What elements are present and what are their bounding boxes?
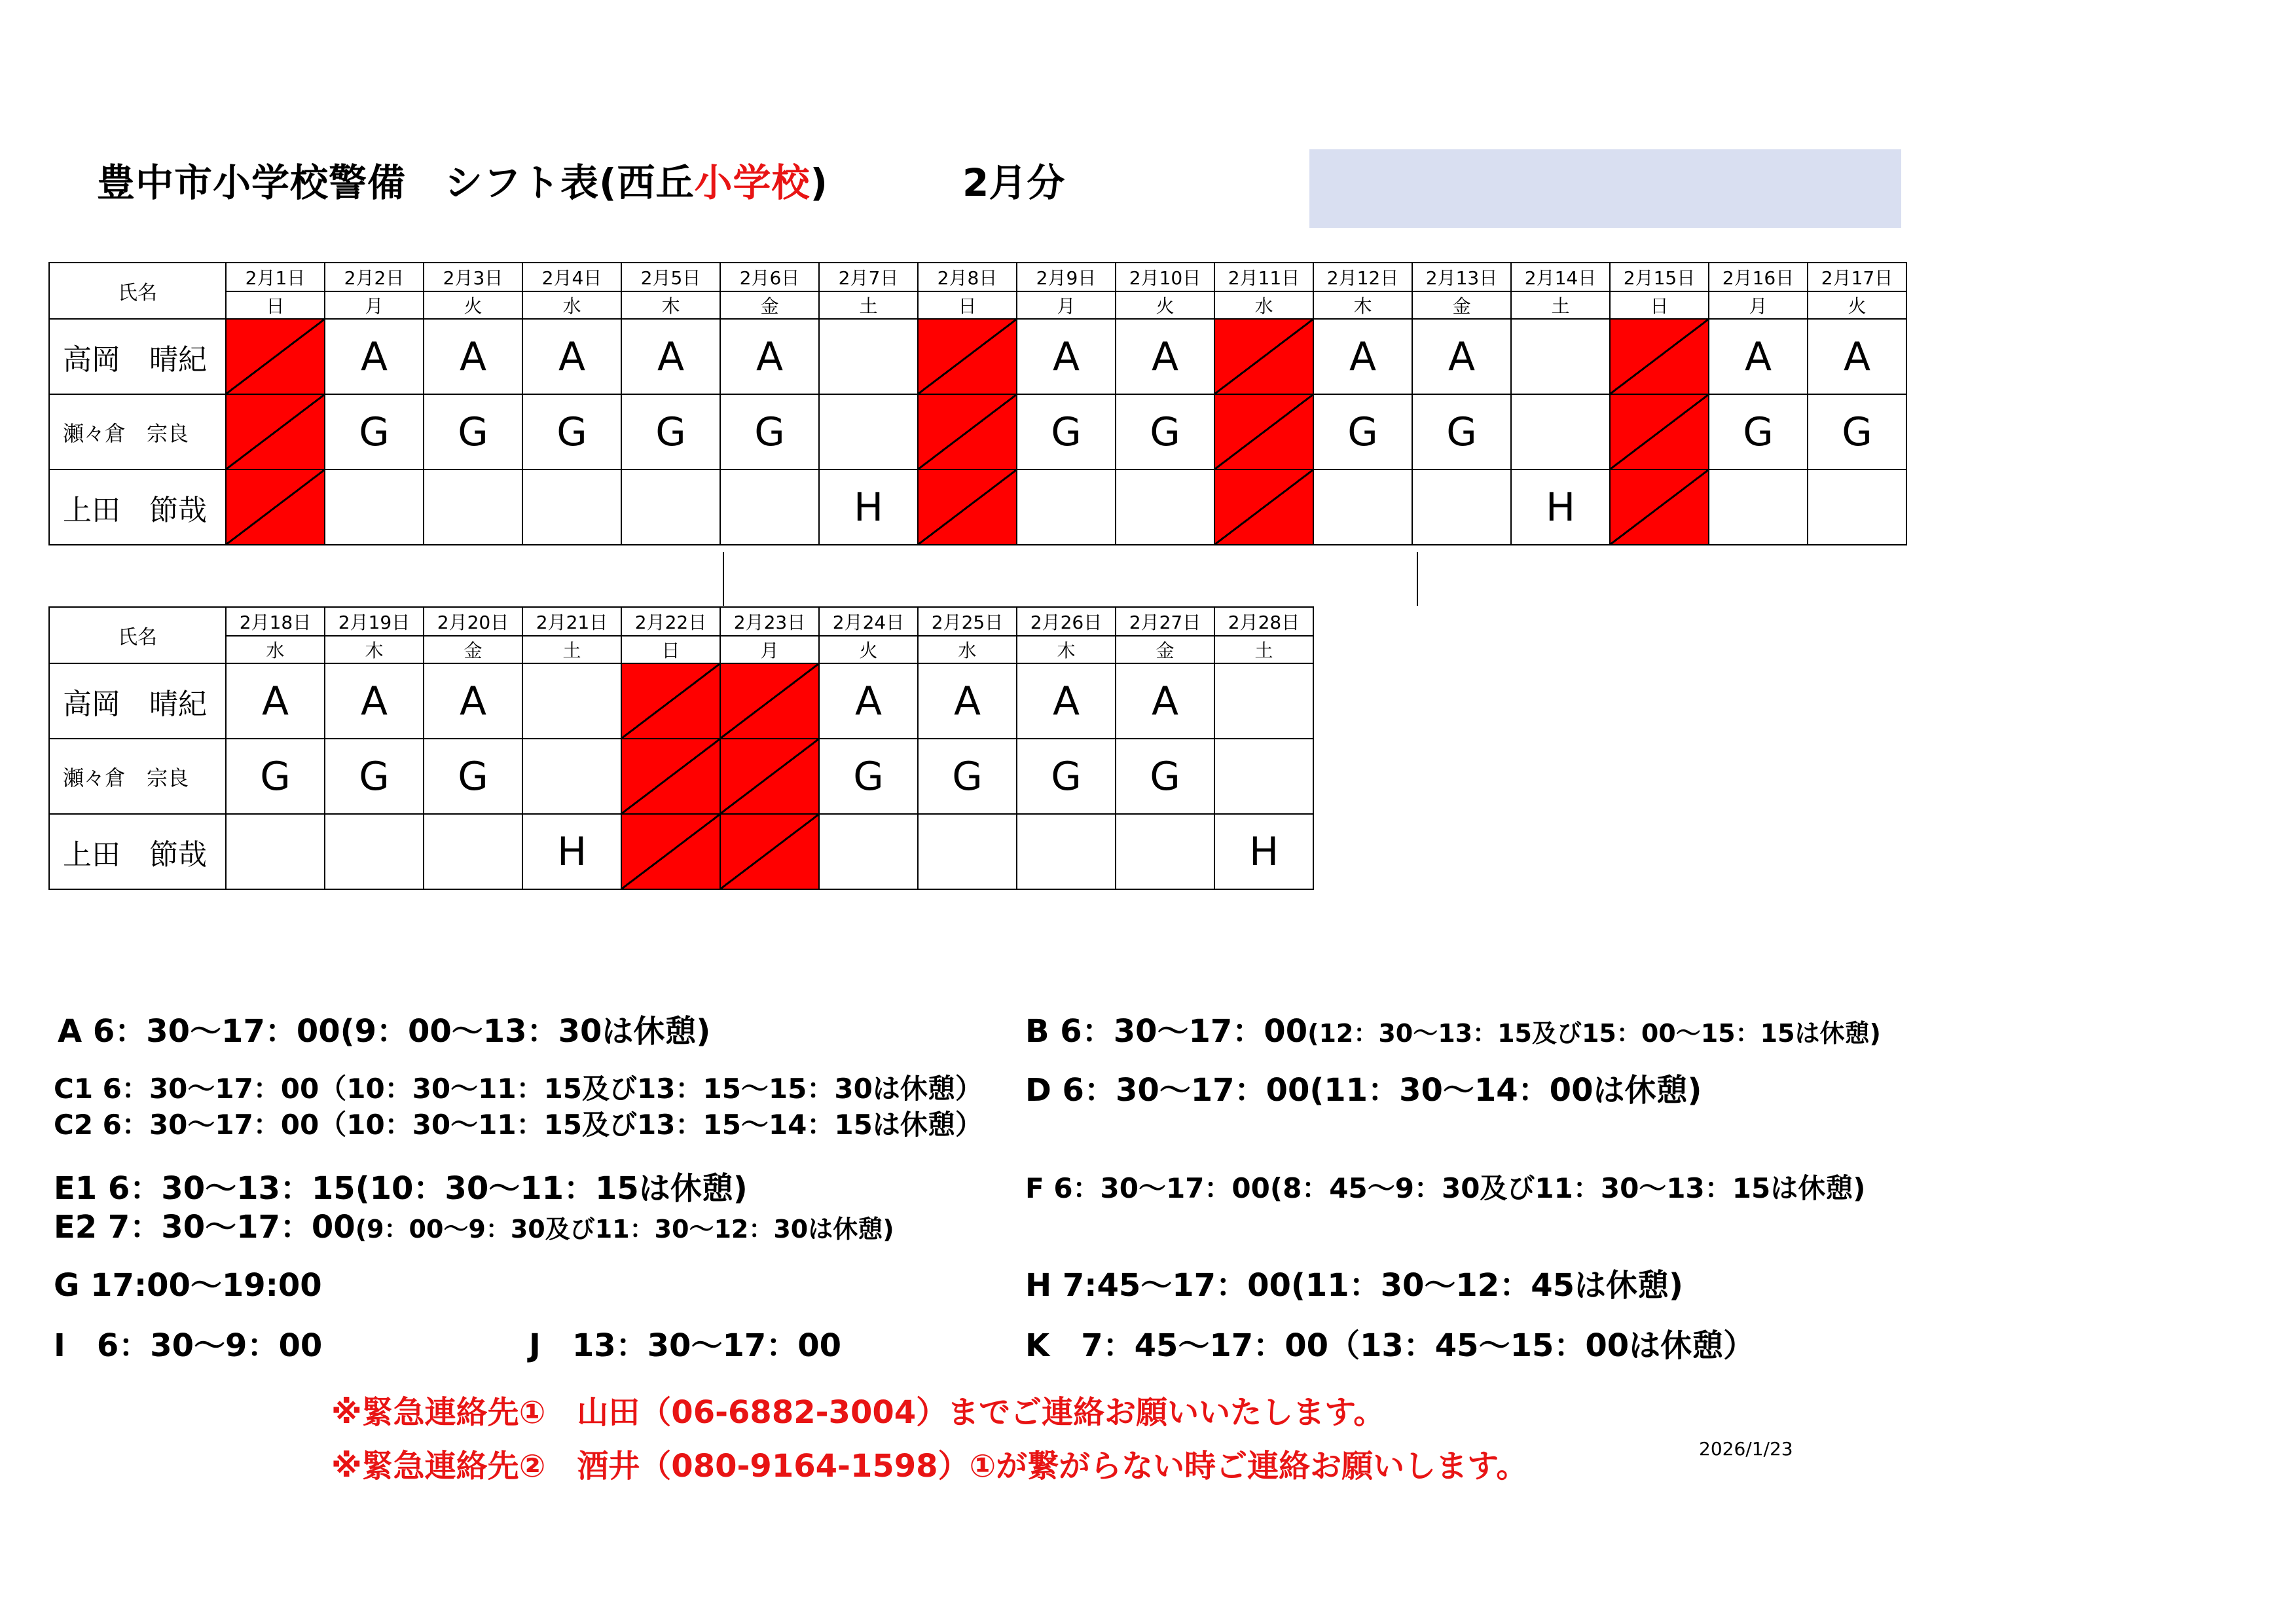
shift-cell [819, 319, 918, 394]
day-off-cell [1610, 319, 1709, 394]
shift-cell [1017, 814, 1116, 889]
date-header: 2月2日 [325, 263, 424, 291]
legend-E2: E2 7：30～17：00(9：00～9：30及び11：30～12：30は休憩) [54, 1209, 894, 1246]
shift-cell: A [918, 663, 1017, 739]
weekday-header: 土 [1214, 636, 1313, 663]
shift-cell: G [226, 739, 325, 814]
legend-H: H 7:45～17：00(11：30～12：45は休憩) [1025, 1267, 1683, 1304]
weekday-header: 月 [1709, 291, 1808, 319]
shift-cell: A [1709, 319, 1808, 394]
header-blank-box [1309, 149, 1901, 228]
date-header: 2月10日 [1116, 263, 1214, 291]
day-off-cell [1610, 470, 1709, 545]
divider-line [723, 552, 724, 606]
shift-cell: A [424, 319, 522, 394]
shift-cell: G [720, 394, 819, 470]
legend-C2: C2 6：30～17：00（10：30～11：15及び13：15～14：15は休憩） [54, 1109, 983, 1141]
date-header: 2月24日 [819, 607, 918, 636]
date-header: 2月7日 [819, 263, 918, 291]
date-header: 2月4日 [522, 263, 621, 291]
shift-cell: A [1116, 663, 1214, 739]
shift-cell [819, 814, 918, 889]
legend-G: G 17:00～19:00 [54, 1267, 322, 1304]
date-header: 2月26日 [1017, 607, 1116, 636]
shift-cell [1116, 814, 1214, 889]
date-header: 2月14日 [1511, 263, 1610, 291]
shift-cell: A [1017, 319, 1116, 394]
shift-cell: A [1808, 319, 1906, 394]
date-header: 2月28日 [1214, 607, 1313, 636]
shift-table-second-half [48, 606, 1314, 890]
date-header: 2月23日 [720, 607, 819, 636]
legend-E1: E1 6：30～13：15(10：30～11：15は休憩) [54, 1170, 748, 1207]
shift-cell: A [1412, 319, 1511, 394]
shift-cell [1214, 663, 1313, 739]
shift-cell [1412, 470, 1511, 545]
day-off-cell [720, 739, 819, 814]
shift-cell [1214, 739, 1313, 814]
table-row [49, 739, 1313, 814]
month-label: 2月分 [962, 160, 1065, 205]
shift-cell: A [226, 663, 325, 739]
shift-cell: H [819, 470, 918, 545]
weekday-header: 土 [1511, 291, 1610, 319]
shift-cell [325, 814, 424, 889]
name-column-header: 氏名 [49, 607, 226, 663]
weekday-header: 金 [720, 291, 819, 319]
shift-cell [720, 470, 819, 545]
shift-cell: G [1313, 394, 1412, 470]
staff-name: 瀬々倉 宗良 [49, 394, 226, 470]
day-off-cell [720, 814, 819, 889]
date-header: 2月22日 [621, 607, 720, 636]
shift-cell: G [1116, 394, 1214, 470]
weekday-header: 火 [424, 291, 522, 319]
weekday-header: 木 [1313, 291, 1412, 319]
day-off-cell [720, 663, 819, 739]
shift-cell [522, 470, 621, 545]
staff-name: 上田 節哉 [49, 814, 226, 889]
date-header: 2月5日 [621, 263, 720, 291]
weekday-header: 日 [1610, 291, 1709, 319]
shift-cell: G [1412, 394, 1511, 470]
shift-cell: G [325, 394, 424, 470]
emergency-contact-2: ※緊急連絡先② 酒井（080-9164-1598）①が繋がらない時ご連絡お願いします。 [331, 1448, 1528, 1485]
day-off-cell [918, 470, 1017, 545]
title-school-highlight: 小学校 [694, 160, 811, 205]
shift-cell: H [1511, 470, 1610, 545]
weekday-header: 日 [621, 636, 720, 663]
date-header: 2月21日 [522, 607, 621, 636]
shift-cell: A [819, 663, 918, 739]
shift-cell [226, 814, 325, 889]
shift-cell [522, 663, 621, 739]
shift-table-first-half [48, 262, 1907, 545]
shift-cell: G [325, 739, 424, 814]
date-header: 2月13日 [1412, 263, 1511, 291]
table-row [49, 319, 1906, 394]
day-off-cell [1214, 394, 1313, 470]
weekday-header: 水 [918, 636, 1017, 663]
legend-B: B 6：30～17：00(12：30～13：15及び15：00～15：15は休憩) [1025, 1013, 1881, 1050]
day-off-cell [1214, 319, 1313, 394]
weekday-header: 土 [819, 291, 918, 319]
date-header: 2月18日 [226, 607, 325, 636]
name-column-header: 氏名 [49, 263, 226, 319]
day-off-cell [918, 394, 1017, 470]
shift-cell [918, 814, 1017, 889]
shift-cell: G [522, 394, 621, 470]
day-off-cell [621, 663, 720, 739]
weekday-header: 火 [819, 636, 918, 663]
date-header: 2月6日 [720, 263, 819, 291]
weekday-header: 月 [1017, 291, 1116, 319]
shift-cell: A [1116, 319, 1214, 394]
day-off-cell [1214, 470, 1313, 545]
date-header: 2月25日 [918, 607, 1017, 636]
shift-cell: A [621, 319, 720, 394]
legend-F: F 6：30～17：00(8：45～9：30及び11：30～13：15は休憩) [1025, 1172, 1866, 1204]
legend-J: J 13：30～17：00 [529, 1327, 842, 1364]
date-header: 2月16日 [1709, 263, 1808, 291]
legend-A: A 6：30～17：00(9：00～13：30は休憩) [58, 1013, 711, 1050]
shift-cell: G [1116, 739, 1214, 814]
day-off-cell [621, 739, 720, 814]
day-off-cell [226, 394, 325, 470]
weekday-header: 水 [522, 291, 621, 319]
shift-cell: A [1017, 663, 1116, 739]
table-row [49, 663, 1313, 739]
legend-K: K 7：45～17：00（13：45～15：00は休憩） [1025, 1327, 1755, 1364]
table-row [49, 470, 1906, 545]
shift-cell: A [325, 663, 424, 739]
table-row [49, 814, 1313, 889]
shift-cell: G [424, 394, 522, 470]
staff-name: 高岡 晴紀 [49, 319, 226, 394]
date-header: 2月17日 [1808, 263, 1906, 291]
shift-cell [1511, 319, 1610, 394]
date-header: 2月11日 [1214, 263, 1313, 291]
shift-cell: A [325, 319, 424, 394]
date-header: 2月27日 [1116, 607, 1214, 636]
table-row [49, 394, 1906, 470]
date-header: 2月8日 [918, 263, 1017, 291]
shift-cell [424, 470, 522, 545]
emergency-contact-1: ※緊急連絡先① 山田（06-6882-3004）までご連絡お願いいたします。 [331, 1394, 1385, 1431]
shift-cell: H [1214, 814, 1313, 889]
weekday-header: 金 [1412, 291, 1511, 319]
staff-name: 上田 節哉 [49, 470, 226, 545]
shift-cell: G [1808, 394, 1906, 470]
date-header: 2月1日 [226, 263, 325, 291]
date-header: 2月19日 [325, 607, 424, 636]
date-header: 2月20日 [424, 607, 522, 636]
shift-cell: A [720, 319, 819, 394]
weekday-header: 日 [226, 291, 325, 319]
shift-cell [819, 394, 918, 470]
divider-line [1417, 552, 1418, 606]
shift-cell: A [424, 663, 522, 739]
weekday-header: 金 [424, 636, 522, 663]
legend-C1: C1 6：30～17：00（10：30～11：15及び13：15～15：30は休憩） [54, 1073, 983, 1105]
shift-cell: G [621, 394, 720, 470]
weekday-header: 木 [325, 636, 424, 663]
date-header: 2月15日 [1610, 263, 1709, 291]
shift-cell: A [1313, 319, 1412, 394]
staff-name: 瀬々倉 宗良 [49, 739, 226, 814]
date-stamp: 2026/1/23 [1699, 1438, 1793, 1460]
shift-cell: G [1017, 739, 1116, 814]
weekday-header: 木 [621, 291, 720, 319]
day-off-cell [226, 319, 325, 394]
weekday-header: 金 [1116, 636, 1214, 663]
weekday-header: 日 [918, 291, 1017, 319]
date-header: 2月9日 [1017, 263, 1116, 291]
shift-cell: G [1709, 394, 1808, 470]
weekday-header: 月 [720, 636, 819, 663]
weekday-header: 火 [1116, 291, 1214, 319]
shift-cell: H [522, 814, 621, 889]
weekday-header: 月 [325, 291, 424, 319]
shift-cell [1017, 470, 1116, 545]
shift-cell: G [1017, 394, 1116, 470]
shift-cell [1313, 470, 1412, 545]
shift-cell [325, 470, 424, 545]
weekday-header: 木 [1017, 636, 1116, 663]
shift-cell [1511, 394, 1610, 470]
legend-I: I 6：30～9：00 [54, 1327, 323, 1364]
shift-cell: G [918, 739, 1017, 814]
staff-name: 高岡 晴紀 [49, 663, 226, 739]
day-off-cell [226, 470, 325, 545]
date-header: 2月12日 [1313, 263, 1412, 291]
shift-cell: G [424, 739, 522, 814]
weekday-header: 火 [1808, 291, 1906, 319]
shift-cell [1709, 470, 1808, 545]
weekday-header: 土 [522, 636, 621, 663]
date-header: 2月3日 [424, 263, 522, 291]
day-off-cell [621, 814, 720, 889]
legend-D: D 6：30～17：00(11：30～14：00は休憩) [1025, 1072, 1702, 1109]
shift-cell: G [819, 739, 918, 814]
day-off-cell [1610, 394, 1709, 470]
shift-cell [621, 470, 720, 545]
page-title: 豊中市小学校警備 シフト表(西丘小学校) [97, 160, 829, 205]
weekday-header: 水 [226, 636, 325, 663]
shift-cell [424, 814, 522, 889]
shift-cell [1116, 470, 1214, 545]
shift-cell [522, 739, 621, 814]
day-off-cell [918, 319, 1017, 394]
shift-cell: A [522, 319, 621, 394]
shift-cell [1808, 470, 1906, 545]
weekday-header: 水 [1214, 291, 1313, 319]
